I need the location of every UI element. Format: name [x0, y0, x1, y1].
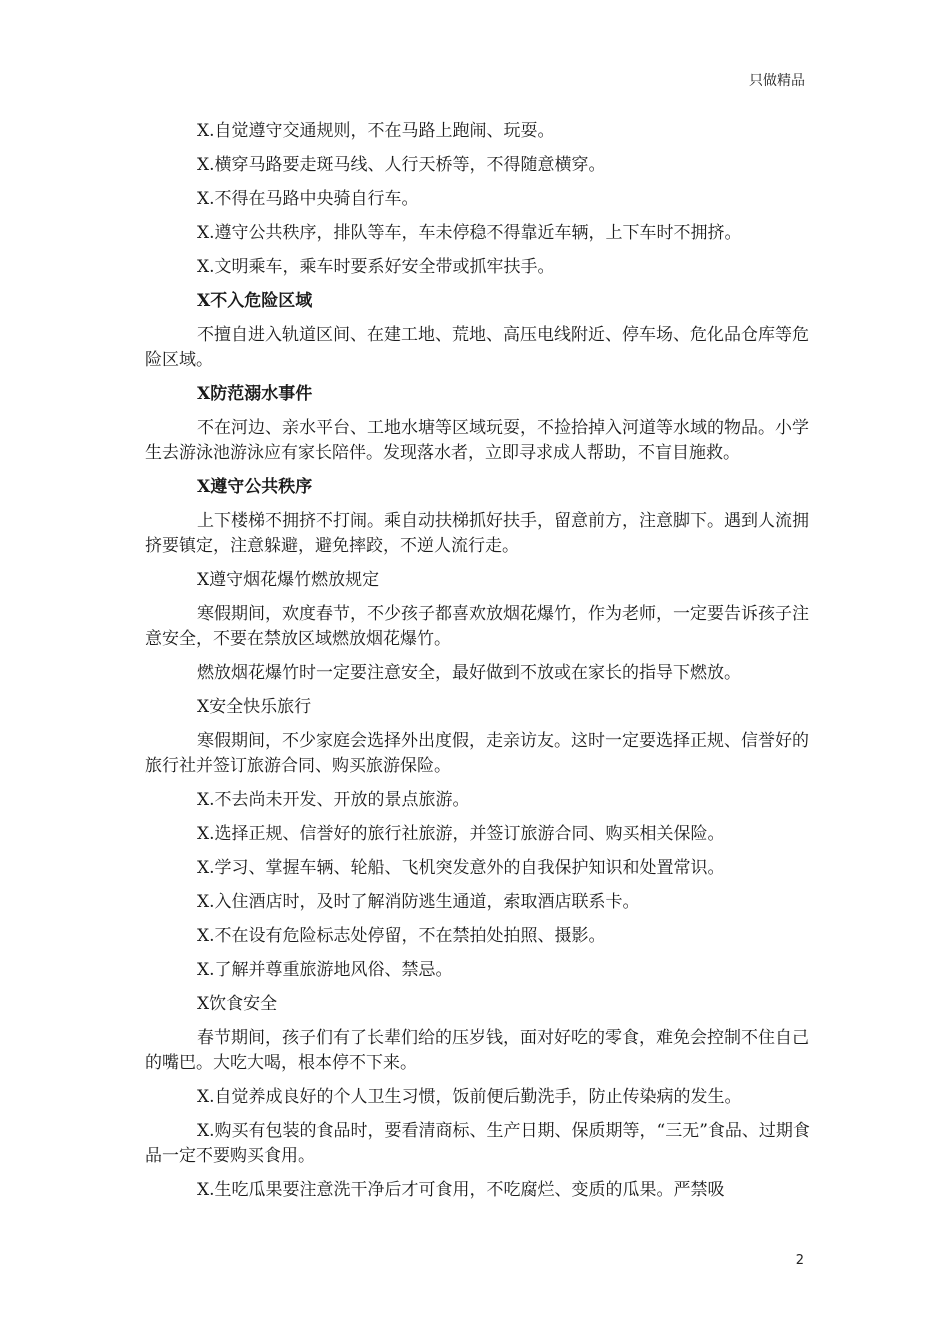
section-heading: X防范溺水事件	[197, 384, 313, 404]
paragraph: X.了解并尊重旅游地风俗、禁忌。	[197, 960, 453, 980]
paragraph: 寒假期间，不少家庭会选择外出度假，走亲访友。这时一定要选择正规、信誉好的旅行社并签订旅游合同、购买旅游保险。	[145, 731, 809, 776]
paragraph: X.遵守公共秩序，排队等车，车未停稳不得靠近车辆，上下车时不拥挤。	[197, 223, 742, 243]
paragraph: 寒假期间，欢度春节，不少孩子都喜欢放烟花爆竹，作为老师，一定要告诉孩子注意安全，不要在禁放区域燃放烟花爆竹。	[145, 604, 809, 649]
section-heading: X饮食安全	[197, 994, 278, 1014]
paragraph: X.选择正规、信誉好的旅行社旅游，并签订旅游合同、购买相关保险。	[197, 824, 725, 844]
paragraph: X.自觉遵守交通规则，不在马路上跑闹、玩耍。	[197, 121, 555, 141]
page-header: 只做精品	[749, 73, 805, 89]
paragraph: 上下楼梯不拥挤不打闹。乘自动扶梯抓好扶手，留意前方，注意脚下。遇到人流拥挤要镇定，注意躲避，避免摔跤，不逆人流行走。	[145, 511, 809, 556]
paragraph: X.购买有包装的食品时，要看清商标、生产日期、保质期等，“三无”食品、过期食品一定不要购买食用。	[145, 1121, 810, 1166]
paragraph: 不擅自进入轨道区间、在建工地、荒地、高压电线附近、停车场、危化品仓库等危险区域。	[145, 325, 809, 370]
section-heading: X不入危险区域	[197, 291, 313, 311]
paragraph: X.入住酒店时，及时了解消防逃生通道，索取酒店联系卡。	[197, 892, 640, 912]
section-heading: X遵守公共秩序	[197, 477, 313, 497]
paragraph: 燃放烟花爆竹时一定要注意安全，最好做到不放或在家长的指导下燃放。	[197, 663, 741, 683]
paragraph: 不在河边、亲水平台、工地水塘等区域玩耍，不捡拾掉入河道等水域的物品。小学生去游泳池游泳应有家长陪伴。发现落水者，立即寻求成人帮助，不盲目施救。	[145, 418, 809, 463]
paragraph: 春节期间，孩子们有了长辈们给的压岁钱，面对好吃的零食，难免会控制不住自己的嘴巴。大吃大喝，根本停不下来。	[145, 1028, 809, 1073]
section-heading: X遵守烟花爆竹燃放规定	[197, 570, 380, 590]
document-body	[145, 119, 825, 1212]
paragraph: X.生吃瓜果要注意洗干净后才可食用，不吃腐烂、变质的瓜果。严禁吸	[197, 1180, 725, 1200]
section-heading: X安全快乐旅行	[197, 697, 312, 717]
paragraph: X.自觉养成良好的个人卫生习惯，饭前便后勤洗手，防止传染病的发生。	[197, 1087, 742, 1107]
paragraph: X.不在设有危险标志处停留，不在禁拍处拍照、摄影。	[197, 926, 606, 946]
paragraph: X.不去尚未开发、开放的景点旅游。	[197, 790, 470, 810]
paragraph: X.文明乘车，乘车时要系好安全带或抓牢扶手。	[197, 257, 555, 277]
paragraph: X.横穿马路要走斑马线、人行天桥等，不得随意横穿。	[197, 155, 606, 175]
paragraph: X.学习、掌握车辆、轮船、飞机突发意外的自我保护知识和处置常识。	[197, 858, 725, 878]
page-number: 2	[795, 1253, 804, 1268]
paragraph: X.不得在马路中央骑自行车。	[197, 189, 419, 209]
